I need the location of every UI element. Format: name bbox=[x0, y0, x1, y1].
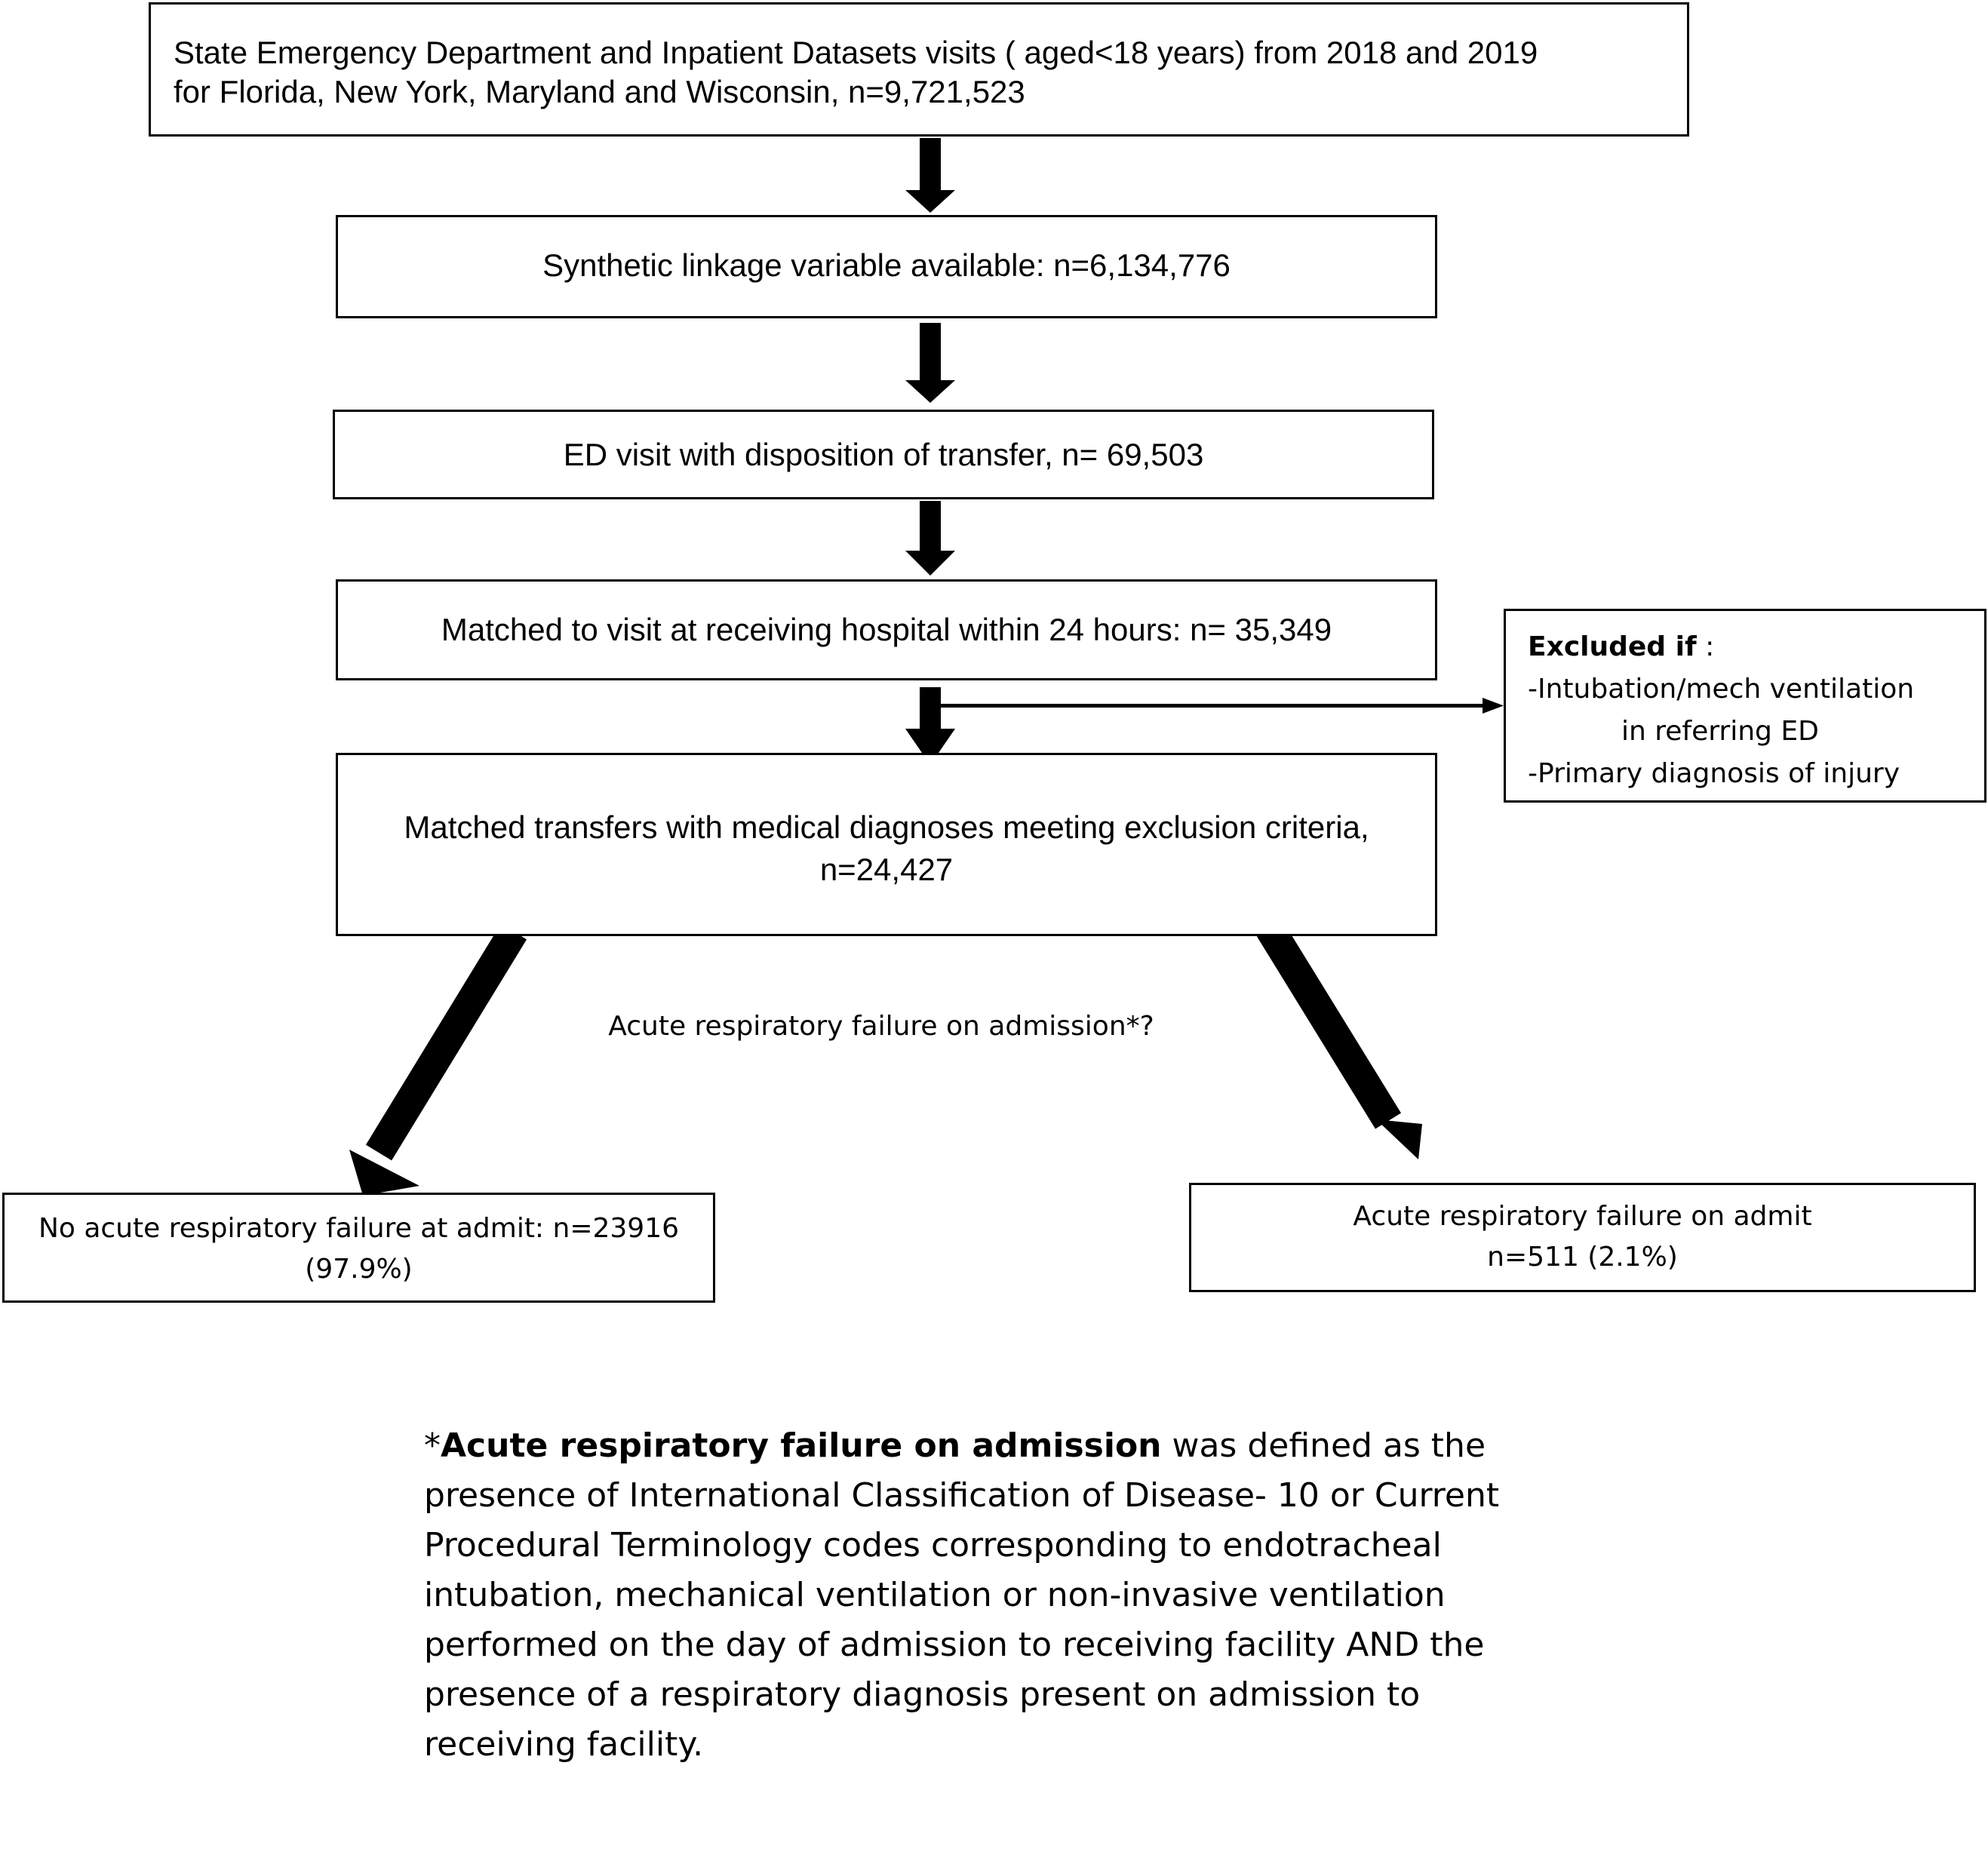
arrow-down-3 bbox=[905, 501, 955, 576]
footnote-line-7: receiving facility. bbox=[424, 1725, 704, 1764]
no-arf-box bbox=[2, 1193, 715, 1303]
arf-box bbox=[1189, 1183, 1976, 1292]
source-data-line-1: State Emergency Department and Inpatient Datasets visits ( aged<18 years) from 2018 and 2019 bbox=[174, 35, 1538, 70]
medical-diagnoses-box bbox=[336, 753, 1437, 936]
excluded-title bbox=[1528, 626, 1984, 668]
no-arf-line-1: No acute respiratory failure at admit: n=23916 bbox=[38, 1213, 680, 1244]
footnote-line-4: intubation, mechanical ventilation or non-invasive ventilation bbox=[424, 1576, 1446, 1614]
decision-question: Acute respiratory failure on admission*? bbox=[608, 1011, 1154, 1042]
arf-line-2: n=511 (2.1%) bbox=[1487, 1242, 1678, 1273]
matched-text: Matched to visit at receiving hospital within 24 hours: n= 35,349 bbox=[441, 612, 1332, 647]
medical-line-2: n=24,427 bbox=[819, 852, 954, 887]
excluded-item-1-cont: in referring ED bbox=[1621, 716, 1819, 747]
footnote-line-1 bbox=[424, 1421, 1631, 1471]
medical-line-1: Matched transfers with medical diagnoses meeting exclusion criteria, bbox=[404, 809, 1369, 845]
footnote-line-6: presence of a respiratory diagnosis present on admission to bbox=[424, 1675, 1421, 1714]
footnote-line-2: presence of International Classification of Disease- 10 or Current bbox=[424, 1476, 1500, 1515]
arrow-arf bbox=[1270, 929, 1422, 1159]
footnote-star: * bbox=[424, 1426, 441, 1465]
matched-box bbox=[336, 579, 1437, 680]
arrow-excluded bbox=[930, 698, 1504, 714]
arrow-down-1 bbox=[905, 138, 955, 213]
footnote bbox=[424, 1421, 1631, 1770]
linkage-text: Synthetic linkage variable available: n=6,134,776 bbox=[542, 247, 1231, 283]
excluded-box bbox=[1504, 609, 1986, 803]
arrow-no-arf bbox=[349, 932, 514, 1196]
footnote-bold-term: Acute respiratory failure on admission bbox=[441, 1426, 1162, 1465]
excluded-title-bold: Excluded if bbox=[1528, 631, 1697, 662]
excluded-item-1: -Intubation/mech ventilation bbox=[1528, 674, 1915, 705]
transfer-box bbox=[333, 410, 1434, 499]
arf-line-1: Acute respiratory failure on admit bbox=[1353, 1201, 1812, 1232]
source-data-line-2: for Florida, New York, Maryland and Wisconsin, n=9,721,523 bbox=[174, 74, 1025, 109]
linkage-box bbox=[336, 215, 1437, 318]
footnote-line-1-rest: was defined as the bbox=[1161, 1426, 1486, 1465]
arrow-down-2 bbox=[905, 323, 955, 403]
footnote-line-3: Procedural Terminology codes corresponding to endotracheal bbox=[424, 1526, 1442, 1564]
source-data-box bbox=[149, 2, 1689, 137]
footnote-line-5: performed on the day of admission to receiving facility AND the bbox=[424, 1626, 1485, 1664]
excluded-title-suffix: : bbox=[1696, 631, 1715, 662]
excluded-item-2: -Primary diagnosis of injury bbox=[1528, 758, 1900, 789]
no-arf-line-2: (97.9%) bbox=[305, 1254, 413, 1285]
transfer-text: ED visit with disposition of transfer, n= 69,503 bbox=[563, 437, 1204, 472]
